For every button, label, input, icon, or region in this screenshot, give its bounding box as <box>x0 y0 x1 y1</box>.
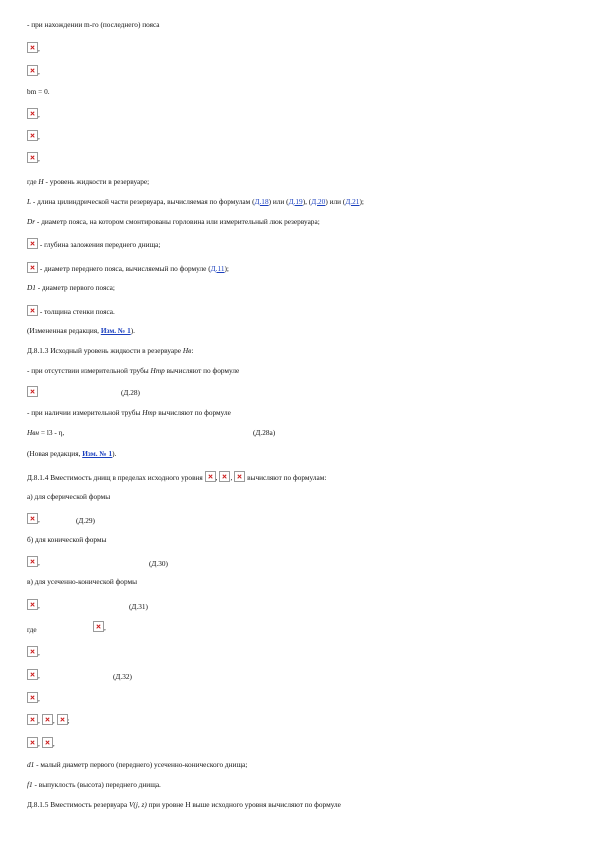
broken-image-icon <box>27 737 38 748</box>
formula-where-image: , <box>93 621 106 633</box>
text-line-no-tube: - при отсутствии измерительной трубы Нтр вычисляют по формуле <box>27 366 240 375</box>
formula-row-6: , <box>27 646 40 658</box>
text-line-depth: - глубина заложения переднего днища; <box>27 238 160 250</box>
broken-image-icon <box>234 471 245 482</box>
link-izm1[interactable]: Изм. № 1 <box>100 326 131 335</box>
formula-d30-image: , <box>27 556 40 568</box>
formula-row-1: , <box>27 42 40 54</box>
text-line-conical: б) для конической формы <box>27 535 107 544</box>
text-line-revision-1: (Измененная редакция, Изм. № 1). <box>27 326 136 335</box>
broken-image-icon <box>42 714 53 725</box>
formula-row-9: , , <box>27 737 55 749</box>
broken-image-icon <box>219 471 230 482</box>
text-line-small-diameter: d1 - малый диаметр первого (переднего) усеченно-конического днища; <box>27 760 248 769</box>
broken-image-icon <box>27 42 38 53</box>
section-815: Д.8.1.5 Вместимость резервуара V(j, z) при уровне H выше исходного уровня вычисляют по формуле <box>27 800 341 809</box>
formula-row-2: , <box>27 65 40 77</box>
formula-row-8: , , ; <box>27 714 70 726</box>
broken-image-icon <box>27 646 38 657</box>
broken-image-icon <box>27 238 38 249</box>
formula-d29-image: , <box>27 513 40 525</box>
text-line-last-belt: - при нахождении m-го (последнего) пояса <box>27 20 160 29</box>
broken-image-icon <box>27 65 38 76</box>
text-line-thickness: - толщина стенки пояса. <box>27 305 115 317</box>
broken-image-icon <box>93 621 104 632</box>
link-d19[interactable]: Д.19 <box>288 197 303 206</box>
broken-image-icon <box>27 305 38 316</box>
text-line-d1-def: D1 - диаметр первого пояса; <box>27 283 115 292</box>
formula-d28-image <box>27 386 38 398</box>
broken-image-icon <box>42 737 53 748</box>
text-line-dr-def: Dr - диаметр пояса, на котором смонтированы горловина или измерительный люк резервуара; <box>27 217 320 226</box>
text-line-where: где <box>27 625 37 634</box>
text-line-bm: bm = 0. <box>27 87 50 96</box>
broken-image-icon <box>27 556 38 567</box>
link-d20[interactable]: Д.20 <box>311 197 326 206</box>
broken-image-icon <box>205 471 216 482</box>
formula-hvn: Hвн = l3 - η, <box>27 428 65 437</box>
link-d11[interactable]: Д.11 <box>210 264 225 273</box>
text-line-l-def: L - длина цилиндрической части резервуара, вычисляемая по формулам (Д.18) или (Д.19), (Д.20) или (Д.21); <box>27 197 364 206</box>
section-814: Д.8.1.4 Вместимость днищ в пределах исходного уровня , , вычисляют по формулам: <box>27 473 327 482</box>
broken-image-icon <box>27 108 38 119</box>
text-line-revision-2: (Новая редакция, Изм. № 1). <box>27 449 117 458</box>
text-line-with-tube: - при наличии измерительной трубы Нтр вычисляют по формуле <box>27 408 231 417</box>
broken-image-icon <box>27 714 38 725</box>
equation-number-d31: (Д.31) <box>129 602 148 611</box>
broken-image-icon <box>27 386 38 397</box>
equation-number-d28: (Д.28) <box>121 388 140 397</box>
broken-image-icon <box>27 130 38 141</box>
text-line-spherical: а) для сферической формы <box>27 492 111 501</box>
section-813: Д.8.1.3 Исходный уровень жидкости в резервуаре Нв: <box>27 346 194 355</box>
broken-image-icon <box>27 152 38 163</box>
broken-image-icon <box>27 513 38 524</box>
formula-row-7: , <box>27 692 40 704</box>
equation-number-d28a: (Д.28а) <box>253 428 276 437</box>
text-line-front-diameter: - диаметр переднего пояса, вычисляемый по формуле (Д.11); <box>27 262 229 274</box>
equation-number-d32: (Д.32) <box>113 672 132 681</box>
formula-row-3: , <box>27 108 40 120</box>
link-izm2[interactable]: Изм. № 1 <box>82 449 113 458</box>
formula-row-4: , <box>27 130 40 142</box>
broken-image-icon <box>27 669 38 680</box>
text-line-convexity: f1 - выпуклость (высота) переднего днища. <box>27 780 161 789</box>
formula-d31-image: , <box>27 599 40 611</box>
formula-d32-image: , <box>27 669 40 681</box>
text-line-truncated-conical: в) для усеченно-конической формы <box>27 577 138 586</box>
text-line-h-def: где H - уровень жидкости в резервуаре; <box>27 177 150 186</box>
link-d21[interactable]: Д.21 <box>345 197 360 206</box>
broken-image-icon <box>57 714 68 725</box>
broken-image-icon <box>27 692 38 703</box>
formula-row-5: , <box>27 152 40 164</box>
broken-image-icon <box>27 262 38 273</box>
equation-number-d30: (Д.30) <box>149 559 168 568</box>
equation-number-d29: (Д.29) <box>76 516 95 525</box>
broken-image-icon <box>27 599 38 610</box>
link-d18[interactable]: Д.18 <box>254 197 269 206</box>
